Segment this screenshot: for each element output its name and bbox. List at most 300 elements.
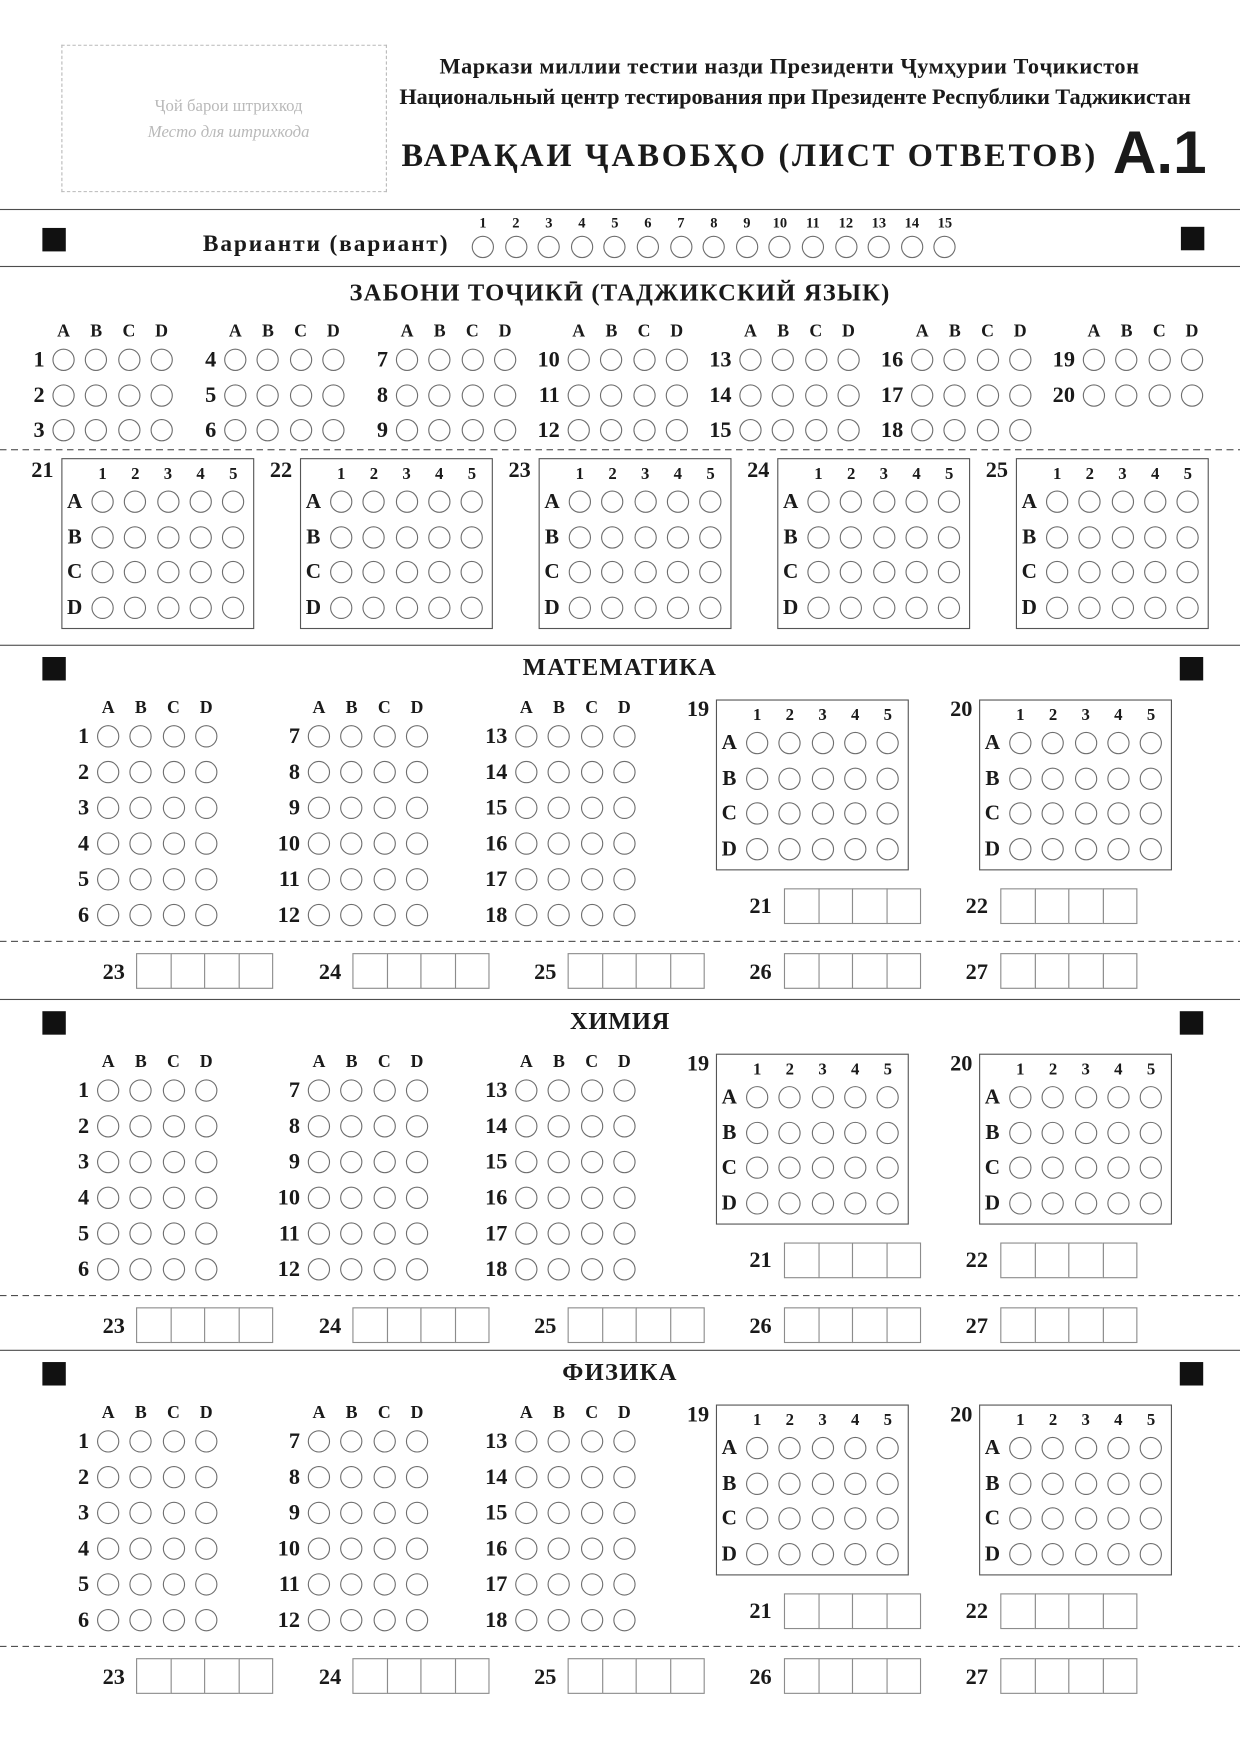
answer-bubble[interactable] — [515, 797, 537, 819]
answer-bubble[interactable] — [373, 1151, 395, 1173]
answer-bubble[interactable] — [130, 761, 152, 783]
matrix-bubble[interactable] — [1075, 1086, 1097, 1108]
matrix-bubble[interactable] — [1009, 767, 1031, 789]
answer-bubble[interactable] — [613, 1573, 635, 1595]
answer-bubble[interactable] — [548, 1466, 570, 1488]
answer-bubble[interactable] — [1083, 384, 1105, 406]
answer-bubble[interactable] — [373, 1115, 395, 1137]
answer-bubble[interactable] — [97, 1502, 119, 1524]
matrix-bubble[interactable] — [428, 526, 450, 548]
answer-bubble[interactable] — [150, 384, 172, 406]
matrix-bubble[interactable] — [1009, 1086, 1031, 1108]
answer-bubble[interactable] — [52, 419, 74, 441]
variant-bubble[interactable] — [538, 236, 560, 258]
matrix-bubble[interactable] — [844, 732, 866, 754]
answer-bubble[interactable] — [373, 1502, 395, 1524]
answer-bubble[interactable] — [162, 1609, 184, 1631]
answer-bubble[interactable] — [515, 1466, 537, 1488]
answer-bubble[interactable] — [515, 832, 537, 854]
matrix-bubble[interactable] — [189, 526, 211, 548]
matrix-bubble[interactable] — [1107, 732, 1129, 754]
answer-bubble[interactable] — [406, 1258, 428, 1280]
matrix-bubble[interactable] — [1075, 732, 1097, 754]
matrix-bubble[interactable] — [395, 526, 417, 548]
answer-bubble[interactable] — [515, 1537, 537, 1559]
answer-bubble[interactable] — [308, 797, 330, 819]
answer-bubble[interactable] — [406, 761, 428, 783]
answer-bubble[interactable] — [340, 832, 362, 854]
answer-bubble[interactable] — [340, 1079, 362, 1101]
variant-bubble[interactable] — [901, 236, 923, 258]
matrix-bubble[interactable] — [1177, 526, 1199, 548]
matrix-bubble[interactable] — [779, 1121, 801, 1143]
variant-bubble[interactable] — [472, 236, 494, 258]
short-answer-cell[interactable] — [1034, 1593, 1069, 1629]
matrix-bubble[interactable] — [157, 526, 179, 548]
answer-bubble[interactable] — [568, 349, 590, 371]
answer-bubble[interactable] — [308, 1187, 330, 1209]
answer-bubble[interactable] — [130, 1151, 152, 1173]
answer-bubble[interactable] — [308, 1609, 330, 1631]
answer-bubble[interactable] — [373, 1609, 395, 1631]
matrix-bubble[interactable] — [91, 491, 113, 513]
matrix-bubble[interactable] — [905, 526, 927, 548]
answer-bubble[interactable] — [308, 1573, 330, 1595]
answer-bubble[interactable] — [805, 419, 827, 441]
answer-bubble[interactable] — [406, 1502, 428, 1524]
answer-bubble[interactable] — [97, 868, 119, 890]
answer-bubble[interactable] — [461, 349, 483, 371]
answer-bubble[interactable] — [613, 1502, 635, 1524]
short-answer-cell[interactable] — [1102, 1307, 1137, 1343]
answer-bubble[interactable] — [515, 1430, 537, 1452]
answer-bubble[interactable] — [666, 384, 688, 406]
answer-bubble[interactable] — [224, 384, 246, 406]
answer-bubble[interactable] — [613, 1466, 635, 1488]
answer-bubble[interactable] — [97, 1115, 119, 1137]
answer-bubble[interactable] — [581, 1502, 603, 1524]
answer-bubble[interactable] — [308, 1537, 330, 1559]
answer-bubble[interactable] — [396, 384, 418, 406]
answer-bubble[interactable] — [805, 349, 827, 371]
answer-bubble[interactable] — [373, 1222, 395, 1244]
matrix-bubble[interactable] — [811, 1157, 833, 1179]
answer-bubble[interactable] — [373, 904, 395, 926]
matrix-bubble[interactable] — [667, 526, 689, 548]
answer-bubble[interactable] — [340, 725, 362, 747]
matrix-bubble[interactable] — [1009, 838, 1031, 860]
answer-bubble[interactable] — [613, 1187, 635, 1209]
answer-bubble[interactable] — [613, 868, 635, 890]
answer-bubble[interactable] — [613, 761, 635, 783]
answer-bubble[interactable] — [581, 1466, 603, 1488]
answer-bubble[interactable] — [613, 1115, 635, 1137]
answer-bubble[interactable] — [613, 725, 635, 747]
answer-bubble[interactable] — [322, 419, 344, 441]
answer-bubble[interactable] — [195, 1573, 217, 1595]
answer-bubble[interactable] — [406, 1466, 428, 1488]
short-answer-cell[interactable] — [1068, 1242, 1103, 1278]
answer-bubble[interactable] — [548, 832, 570, 854]
short-answer-cell[interactable] — [886, 1242, 921, 1278]
answer-bubble[interactable] — [340, 1151, 362, 1173]
matrix-bubble[interactable] — [844, 1472, 866, 1494]
answer-bubble[interactable] — [581, 1258, 603, 1280]
short-answer-cell[interactable] — [136, 1307, 171, 1343]
matrix-bubble[interactable] — [811, 1472, 833, 1494]
short-answer-cell[interactable] — [636, 1658, 671, 1694]
short-answer-cell[interactable] — [1034, 1658, 1069, 1694]
matrix-bubble[interactable] — [746, 1437, 768, 1459]
matrix-bubble[interactable] — [157, 561, 179, 583]
answer-bubble[interactable] — [600, 349, 622, 371]
answer-bubble[interactable] — [515, 1222, 537, 1244]
answer-bubble[interactable] — [1009, 349, 1031, 371]
matrix-bubble[interactable] — [844, 1192, 866, 1214]
matrix-bubble[interactable] — [1075, 1543, 1097, 1565]
answer-bubble[interactable] — [162, 761, 184, 783]
answer-bubble[interactable] — [944, 349, 966, 371]
short-answer-cell[interactable] — [636, 953, 671, 989]
short-answer-cell[interactable] — [386, 1307, 421, 1343]
matrix-bubble[interactable] — [1140, 767, 1162, 789]
answer-bubble[interactable] — [308, 1466, 330, 1488]
answer-bubble[interactable] — [613, 1609, 635, 1631]
answer-bubble[interactable] — [130, 1537, 152, 1559]
matrix-bubble[interactable] — [811, 1086, 833, 1108]
matrix-bubble[interactable] — [634, 597, 656, 619]
matrix-bubble[interactable] — [1111, 491, 1133, 513]
short-answer-cell[interactable] — [1068, 1593, 1103, 1629]
answer-bubble[interactable] — [308, 1502, 330, 1524]
matrix-bubble[interactable] — [779, 767, 801, 789]
matrix-bubble[interactable] — [330, 491, 352, 513]
answer-bubble[interactable] — [373, 1466, 395, 1488]
matrix-bubble[interactable] — [1009, 732, 1031, 754]
answer-bubble[interactable] — [406, 1151, 428, 1173]
matrix-bubble[interactable] — [569, 526, 591, 548]
answer-bubble[interactable] — [257, 419, 279, 441]
short-answer-cell[interactable] — [602, 1307, 637, 1343]
answer-bubble[interactable] — [911, 349, 933, 371]
short-answer-cell[interactable] — [784, 888, 819, 924]
matrix-bubble[interactable] — [569, 491, 591, 513]
answer-bubble[interactable] — [581, 868, 603, 890]
matrix-bubble[interactable] — [1042, 1472, 1064, 1494]
answer-bubble[interactable] — [429, 384, 451, 406]
answer-bubble[interactable] — [837, 349, 859, 371]
answer-bubble[interactable] — [1181, 384, 1203, 406]
matrix-bubble[interactable] — [1107, 1121, 1129, 1143]
short-answer-cell[interactable] — [420, 1658, 455, 1694]
matrix-bubble[interactable] — [1144, 491, 1166, 513]
matrix-bubble[interactable] — [746, 732, 768, 754]
short-answer-cell[interactable] — [170, 1658, 205, 1694]
matrix-bubble[interactable] — [840, 526, 862, 548]
answer-bubble[interactable] — [548, 725, 570, 747]
answer-bubble[interactable] — [613, 1222, 635, 1244]
matrix-bubble[interactable] — [811, 838, 833, 860]
short-answer-cell[interactable] — [852, 888, 887, 924]
answer-bubble[interactable] — [515, 725, 537, 747]
matrix-bubble[interactable] — [1042, 767, 1064, 789]
answer-bubble[interactable] — [308, 1222, 330, 1244]
short-answer-cell[interactable] — [602, 953, 637, 989]
answer-bubble[interactable] — [406, 1430, 428, 1452]
answer-bubble[interactable] — [406, 1115, 428, 1137]
answer-bubble[interactable] — [613, 797, 635, 819]
answer-bubble[interactable] — [195, 1222, 217, 1244]
answer-bubble[interactable] — [976, 419, 998, 441]
short-answer-cell[interactable] — [1102, 1242, 1137, 1278]
short-answer-cell[interactable] — [852, 1307, 887, 1343]
answer-bubble[interactable] — [613, 904, 635, 926]
matrix-bubble[interactable] — [1075, 767, 1097, 789]
answer-bubble[interactable] — [373, 1258, 395, 1280]
short-answer-cell[interactable] — [818, 1593, 853, 1629]
answer-bubble[interactable] — [515, 904, 537, 926]
matrix-bubble[interactable] — [1111, 561, 1133, 583]
answer-bubble[interactable] — [494, 419, 516, 441]
matrix-bubble[interactable] — [1046, 597, 1068, 619]
short-answer-cell[interactable] — [784, 1658, 819, 1694]
matrix-bubble[interactable] — [1107, 1437, 1129, 1459]
matrix-bubble[interactable] — [811, 1508, 833, 1530]
matrix-bubble[interactable] — [1046, 526, 1068, 548]
answer-bubble[interactable] — [130, 1573, 152, 1595]
short-answer-cell[interactable] — [886, 953, 921, 989]
matrix-bubble[interactable] — [938, 526, 960, 548]
answer-bubble[interactable] — [406, 1537, 428, 1559]
matrix-bubble[interactable] — [1046, 491, 1068, 513]
variant-bubble[interactable] — [736, 236, 758, 258]
matrix-bubble[interactable] — [811, 767, 833, 789]
short-answer-cell[interactable] — [886, 1593, 921, 1629]
short-answer-cell[interactable] — [420, 953, 455, 989]
answer-bubble[interactable] — [581, 797, 603, 819]
matrix-bubble[interactable] — [905, 491, 927, 513]
matrix-bubble[interactable] — [746, 1086, 768, 1108]
answer-bubble[interactable] — [548, 797, 570, 819]
answer-bubble[interactable] — [308, 725, 330, 747]
answer-bubble[interactable] — [613, 1430, 635, 1452]
answer-bubble[interactable] — [130, 1079, 152, 1101]
answer-bubble[interactable] — [548, 1079, 570, 1101]
answer-bubble[interactable] — [308, 1115, 330, 1137]
answer-bubble[interactable] — [195, 1079, 217, 1101]
short-answer-cell[interactable] — [1068, 888, 1103, 924]
variant-bubble[interactable] — [604, 236, 626, 258]
matrix-bubble[interactable] — [779, 1472, 801, 1494]
variant-bubble[interactable] — [868, 236, 890, 258]
answer-bubble[interactable] — [308, 1258, 330, 1280]
answer-bubble[interactable] — [373, 797, 395, 819]
answer-bubble[interactable] — [162, 797, 184, 819]
answer-bubble[interactable] — [581, 1222, 603, 1244]
answer-bubble[interactable] — [548, 1573, 570, 1595]
answer-bubble[interactable] — [373, 725, 395, 747]
matrix-bubble[interactable] — [807, 597, 829, 619]
answer-bubble[interactable] — [97, 797, 119, 819]
answer-bubble[interactable] — [944, 384, 966, 406]
answer-bubble[interactable] — [162, 1537, 184, 1559]
variant-bubble[interactable] — [769, 236, 791, 258]
answer-bubble[interactable] — [1009, 419, 1031, 441]
answer-bubble[interactable] — [52, 384, 74, 406]
matrix-bubble[interactable] — [844, 838, 866, 860]
answer-bubble[interactable] — [162, 832, 184, 854]
matrix-bubble[interactable] — [601, 526, 623, 548]
short-answer-cell[interactable] — [568, 953, 603, 989]
short-answer-cell[interactable] — [170, 953, 205, 989]
answer-bubble[interactable] — [772, 349, 794, 371]
answer-bubble[interactable] — [289, 419, 311, 441]
answer-bubble[interactable] — [340, 1115, 362, 1137]
answer-bubble[interactable] — [406, 904, 428, 926]
matrix-bubble[interactable] — [699, 526, 721, 548]
answer-bubble[interactable] — [515, 1258, 537, 1280]
short-answer-cell[interactable] — [818, 888, 853, 924]
variant-bubble[interactable] — [637, 236, 659, 258]
answer-bubble[interactable] — [195, 868, 217, 890]
answer-bubble[interactable] — [322, 349, 344, 371]
short-answer-cell[interactable] — [352, 1307, 387, 1343]
matrix-bubble[interactable] — [1107, 838, 1129, 860]
short-answer-cell[interactable] — [852, 1593, 887, 1629]
answer-bubble[interactable] — [130, 832, 152, 854]
matrix-bubble[interactable] — [746, 1192, 768, 1214]
answer-bubble[interactable] — [195, 1430, 217, 1452]
answer-bubble[interactable] — [340, 1466, 362, 1488]
matrix-bubble[interactable] — [1107, 1086, 1129, 1108]
answer-bubble[interactable] — [373, 1537, 395, 1559]
answer-bubble[interactable] — [548, 868, 570, 890]
matrix-bubble[interactable] — [330, 597, 352, 619]
answer-bubble[interactable] — [195, 797, 217, 819]
answer-bubble[interactable] — [97, 761, 119, 783]
answer-bubble[interactable] — [162, 725, 184, 747]
variant-bubble[interactable] — [802, 236, 824, 258]
answer-bubble[interactable] — [739, 419, 761, 441]
answer-bubble[interactable] — [373, 1079, 395, 1101]
answer-bubble[interactable] — [548, 1222, 570, 1244]
short-answer-cell[interactable] — [636, 1307, 671, 1343]
answer-bubble[interactable] — [97, 1222, 119, 1244]
matrix-bubble[interactable] — [634, 491, 656, 513]
short-answer-cell[interactable] — [1034, 1242, 1069, 1278]
matrix-bubble[interactable] — [1107, 1192, 1129, 1214]
answer-bubble[interactable] — [515, 1573, 537, 1595]
short-answer-cell[interactable] — [886, 1307, 921, 1343]
matrix-bubble[interactable] — [1075, 803, 1097, 825]
answer-bubble[interactable] — [340, 1573, 362, 1595]
short-answer-cell[interactable] — [886, 1658, 921, 1694]
answer-bubble[interactable] — [461, 419, 483, 441]
matrix-bubble[interactable] — [873, 561, 895, 583]
answer-bubble[interactable] — [150, 419, 172, 441]
answer-bubble[interactable] — [195, 725, 217, 747]
short-answer-cell[interactable] — [386, 1658, 421, 1694]
answer-bubble[interactable] — [406, 832, 428, 854]
answer-bubble[interactable] — [837, 419, 859, 441]
matrix-bubble[interactable] — [811, 1437, 833, 1459]
answer-bubble[interactable] — [162, 1187, 184, 1209]
answer-bubble[interactable] — [97, 1430, 119, 1452]
short-answer-cell[interactable] — [238, 1658, 273, 1694]
short-answer-cell[interactable] — [352, 1658, 387, 1694]
answer-bubble[interactable] — [581, 1151, 603, 1173]
short-answer-cell[interactable] — [352, 953, 387, 989]
matrix-bubble[interactable] — [157, 597, 179, 619]
matrix-bubble[interactable] — [1107, 1472, 1129, 1494]
answer-bubble[interactable] — [130, 725, 152, 747]
answer-bubble[interactable] — [97, 1151, 119, 1173]
answer-bubble[interactable] — [130, 1609, 152, 1631]
matrix-bubble[interactable] — [428, 597, 450, 619]
short-answer-cell[interactable] — [1000, 1242, 1035, 1278]
answer-bubble[interactable] — [340, 868, 362, 890]
matrix-bubble[interactable] — [1075, 1472, 1097, 1494]
matrix-bubble[interactable] — [811, 1543, 833, 1565]
answer-bubble[interactable] — [195, 1537, 217, 1559]
matrix-bubble[interactable] — [634, 526, 656, 548]
answer-bubble[interactable] — [224, 419, 246, 441]
matrix-bubble[interactable] — [461, 526, 483, 548]
matrix-bubble[interactable] — [1042, 1121, 1064, 1143]
matrix-bubble[interactable] — [1075, 1192, 1097, 1214]
short-answer-cell[interactable] — [454, 1307, 489, 1343]
matrix-bubble[interactable] — [428, 491, 450, 513]
answer-bubble[interactable] — [548, 1609, 570, 1631]
matrix-bubble[interactable] — [667, 597, 689, 619]
answer-bubble[interactable] — [289, 384, 311, 406]
answer-bubble[interactable] — [911, 419, 933, 441]
answer-bubble[interactable] — [130, 1466, 152, 1488]
answer-bubble[interactable] — [162, 1079, 184, 1101]
matrix-bubble[interactable] — [811, 803, 833, 825]
answer-bubble[interactable] — [118, 349, 140, 371]
answer-bubble[interactable] — [548, 1537, 570, 1559]
answer-bubble[interactable] — [581, 1115, 603, 1137]
answer-bubble[interactable] — [97, 904, 119, 926]
answer-bubble[interactable] — [396, 419, 418, 441]
short-answer-cell[interactable] — [1102, 1658, 1137, 1694]
short-answer-cell[interactable] — [602, 1658, 637, 1694]
short-answer-cell[interactable] — [852, 1242, 887, 1278]
short-answer-cell[interactable] — [818, 1307, 853, 1343]
answer-bubble[interactable] — [548, 1430, 570, 1452]
answer-bubble[interactable] — [406, 1187, 428, 1209]
matrix-bubble[interactable] — [1009, 1472, 1031, 1494]
short-answer-cell[interactable] — [204, 1307, 239, 1343]
answer-bubble[interactable] — [406, 725, 428, 747]
answer-bubble[interactable] — [1115, 384, 1137, 406]
answer-bubble[interactable] — [118, 419, 140, 441]
answer-bubble[interactable] — [548, 1151, 570, 1173]
matrix-bubble[interactable] — [844, 1086, 866, 1108]
matrix-bubble[interactable] — [124, 526, 146, 548]
matrix-bubble[interactable] — [1009, 1437, 1031, 1459]
answer-bubble[interactable] — [322, 384, 344, 406]
matrix-bubble[interactable] — [1107, 1543, 1129, 1565]
answer-bubble[interactable] — [581, 1187, 603, 1209]
answer-bubble[interactable] — [162, 1502, 184, 1524]
matrix-bubble[interactable] — [1140, 1472, 1162, 1494]
answer-bubble[interactable] — [1148, 384, 1170, 406]
answer-bubble[interactable] — [162, 1151, 184, 1173]
answer-bubble[interactable] — [494, 384, 516, 406]
answer-bubble[interactable] — [666, 419, 688, 441]
